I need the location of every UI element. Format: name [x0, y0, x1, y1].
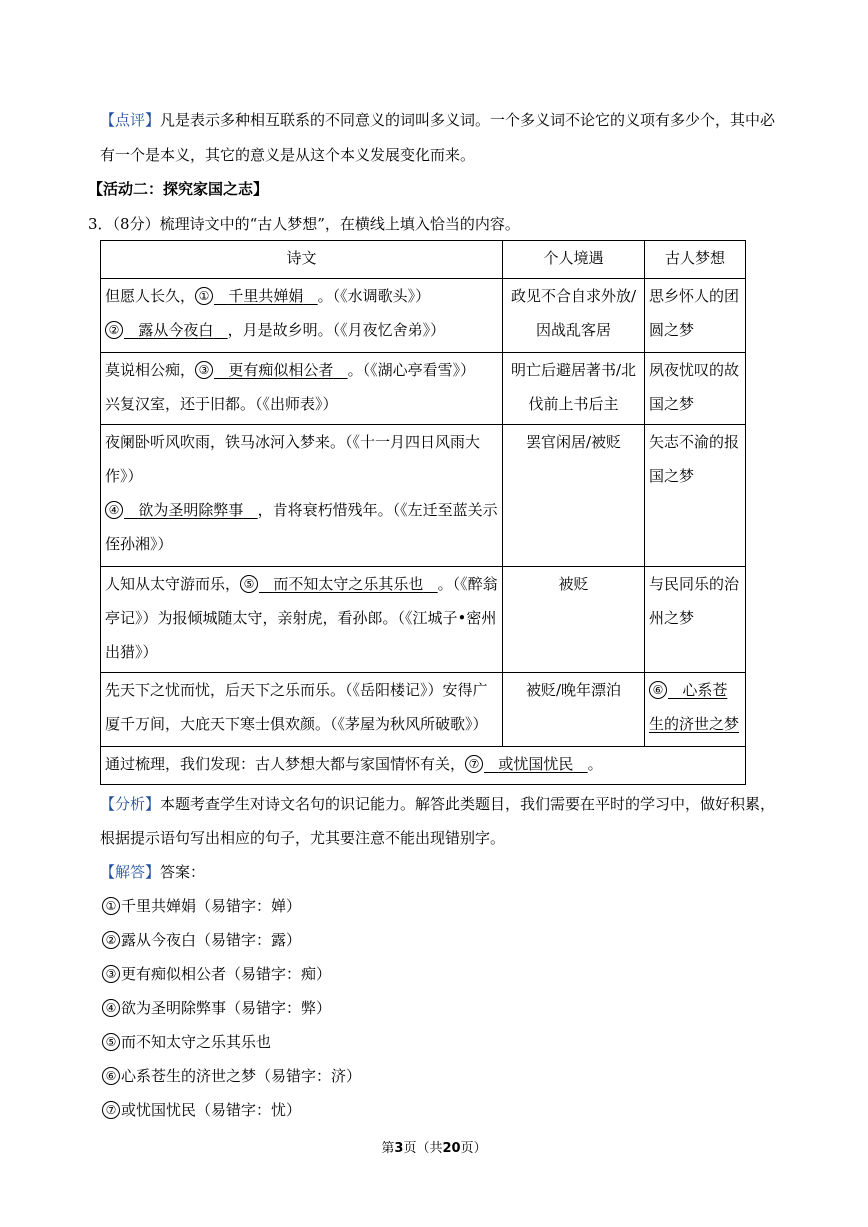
answer-text: 欲为圣明除弊事（易错字：弊） — [121, 999, 332, 1017]
header-dream: 古人梦想 — [645, 241, 746, 279]
analysis-tag: 【分析】 — [100, 795, 161, 813]
analysis-line-2: 根据提示语句写出相应的句子，尤其要注意不能出现错别字。 — [100, 829, 506, 847]
table-row — [101, 567, 746, 673]
answer-blank: 心系苍生的济世之梦 — [649, 681, 740, 733]
answer-number: ④ — [102, 999, 120, 1017]
situation-cell: 罢官闲居/被贬 — [503, 425, 645, 567]
answer-heading: 【解答】答案： — [100, 863, 206, 881]
header-situation: 个人境遇 — [503, 241, 645, 279]
answer-blank: 或忧国忧民 — [498, 755, 574, 773]
table-summary-row — [101, 747, 746, 785]
blank-number: ③ — [195, 361, 213, 379]
table-row — [101, 673, 746, 747]
page-footer: 第3页（共20页） — [381, 1141, 487, 1156]
situation-cell: 明亡后避居著书/北伐前上书后主 — [503, 353, 645, 425]
answer-blank: 千里共婵娟 — [228, 287, 304, 305]
dream-cell — [645, 673, 746, 747]
table-row — [101, 353, 746, 425]
answer-text: 露从今夜白（易错字：露） — [121, 931, 302, 949]
situation-cell: 被贬 — [503, 567, 645, 673]
poem-cell: 夜阑卧听风吹雨，铁马冰河入梦来。（《十一月四日风雨大作》） ④ 欲为圣明除弊事 ，肯将衰朽惜残年。（《左迁至蓝关示侄孙湘》） — [101, 425, 503, 567]
answer-blank: 而不知太守之乐其乐也 — [273, 575, 424, 593]
answer-number: ⑦ — [102, 1101, 120, 1119]
poem-cell: 莫说相公痴， ③ 更有痴似相公者 。（《湖心亭看雪》） 兴复汉室，还于旧都。（《出师表》） — [101, 353, 503, 425]
poem-cell: 先天下之忧而忧，后天下之乐而乐。（《岳阳楼记》）安得广厦千万间，大庇天下寒士俱欢颜。（《茅屋为秋风所破歌》） — [101, 673, 503, 747]
blank-number: ⑤ — [240, 575, 258, 593]
answer-number: ③ — [102, 965, 120, 983]
blank-number: ⑦ — [465, 755, 483, 773]
review-line-2: 有一个是本义，其它的意义是从这个本义发展变化而来。 — [100, 146, 476, 164]
answer-item — [102, 964, 331, 984]
answer-item — [102, 1066, 361, 1086]
blank-number: ④ — [105, 501, 123, 519]
answer-number: ⑤ — [102, 1033, 120, 1051]
blank-number: ⑥ — [649, 681, 667, 699]
answer-item — [102, 1032, 271, 1052]
header-poem: 诗文 — [101, 241, 503, 279]
dream-cell: 思乡怀人的团圆之梦 — [645, 279, 746, 353]
review-line-1: 【点评】凡是表示多种相互联系的不同意义的词叫多义词。一个多义词不论它的义项有多少个，其中必 — [100, 111, 776, 129]
answer-text: 而不知太守之乐其乐也 — [121, 1033, 272, 1051]
poem-cell: 人知从太守游而乐， ⑤ 而不知太守之乐其乐也 。（《醉翁亭记》）为报倾城随太守，亲射虎，看孙郎。（《江城子•密州出猎》） — [101, 567, 503, 673]
table-row — [101, 425, 746, 567]
answer-text: 心系苍生的济世之梦（易错字：济） — [121, 1067, 362, 1085]
blank-number: ② — [105, 321, 123, 339]
answer-blank: 更有痴似相公者 — [228, 361, 334, 379]
summary-cell: 通过梳理，我们发现：古人梦想大都与家国情怀有关， ⑦ 或忧国忧民 。 — [101, 747, 746, 785]
answer-number: ② — [102, 931, 120, 949]
answer-text: 或忧国忧民（易错字：忧） — [121, 1101, 302, 1119]
answer-item — [102, 998, 331, 1018]
situation-cell: 被贬/晚年漂泊 — [503, 673, 645, 747]
analysis-line-1: 【分析】本题考查学生对诗文名句的识记能力。解答此类题目，我们需要在平时的学习中，做好积累， — [100, 795, 776, 813]
answer-item — [102, 1100, 301, 1120]
answer-number: ⑥ — [102, 1067, 120, 1085]
blank-number: ① — [195, 287, 213, 305]
answer-item — [102, 896, 301, 916]
answer-blank: 露从今夜白 — [138, 321, 214, 339]
review-tag: 【点评】 — [100, 111, 161, 129]
dream-cell: 夙夜忧叹的故国之梦 — [645, 353, 746, 425]
dream-cell: 与民同乐的治州之梦 — [645, 567, 746, 673]
answer-item — [102, 930, 301, 950]
answer-tag: 【解答】 — [100, 863, 161, 881]
activity-heading: 【活动二：探究家国之志】 — [88, 180, 269, 198]
answer-number: ① — [102, 897, 120, 915]
answer-blank: 欲为圣明除弊事 — [138, 501, 244, 519]
question-text: 3．（8分）梳理诗文中的“古人梦想”，在横线上填入恰当的内容。 — [88, 215, 520, 233]
poetry-table — [100, 240, 746, 785]
situation-cell: 政见不合自求外放/因战乱客居 — [503, 279, 645, 353]
answer-text: 更有痴似相公者（易错字：痴） — [121, 965, 332, 983]
table-header-row — [101, 241, 746, 279]
table-row — [101, 279, 746, 353]
answer-text: 千里共婵娟（易错字：婵） — [121, 897, 302, 915]
poem-cell: 但愿人长久， ① 千里共婵娟 。（《水调歌头》） ② 露从今夜白 ，月是故乡明。（《月夜忆舍弟》） — [101, 279, 503, 353]
dream-cell: 矢志不渝的报国之梦 — [645, 425, 746, 567]
